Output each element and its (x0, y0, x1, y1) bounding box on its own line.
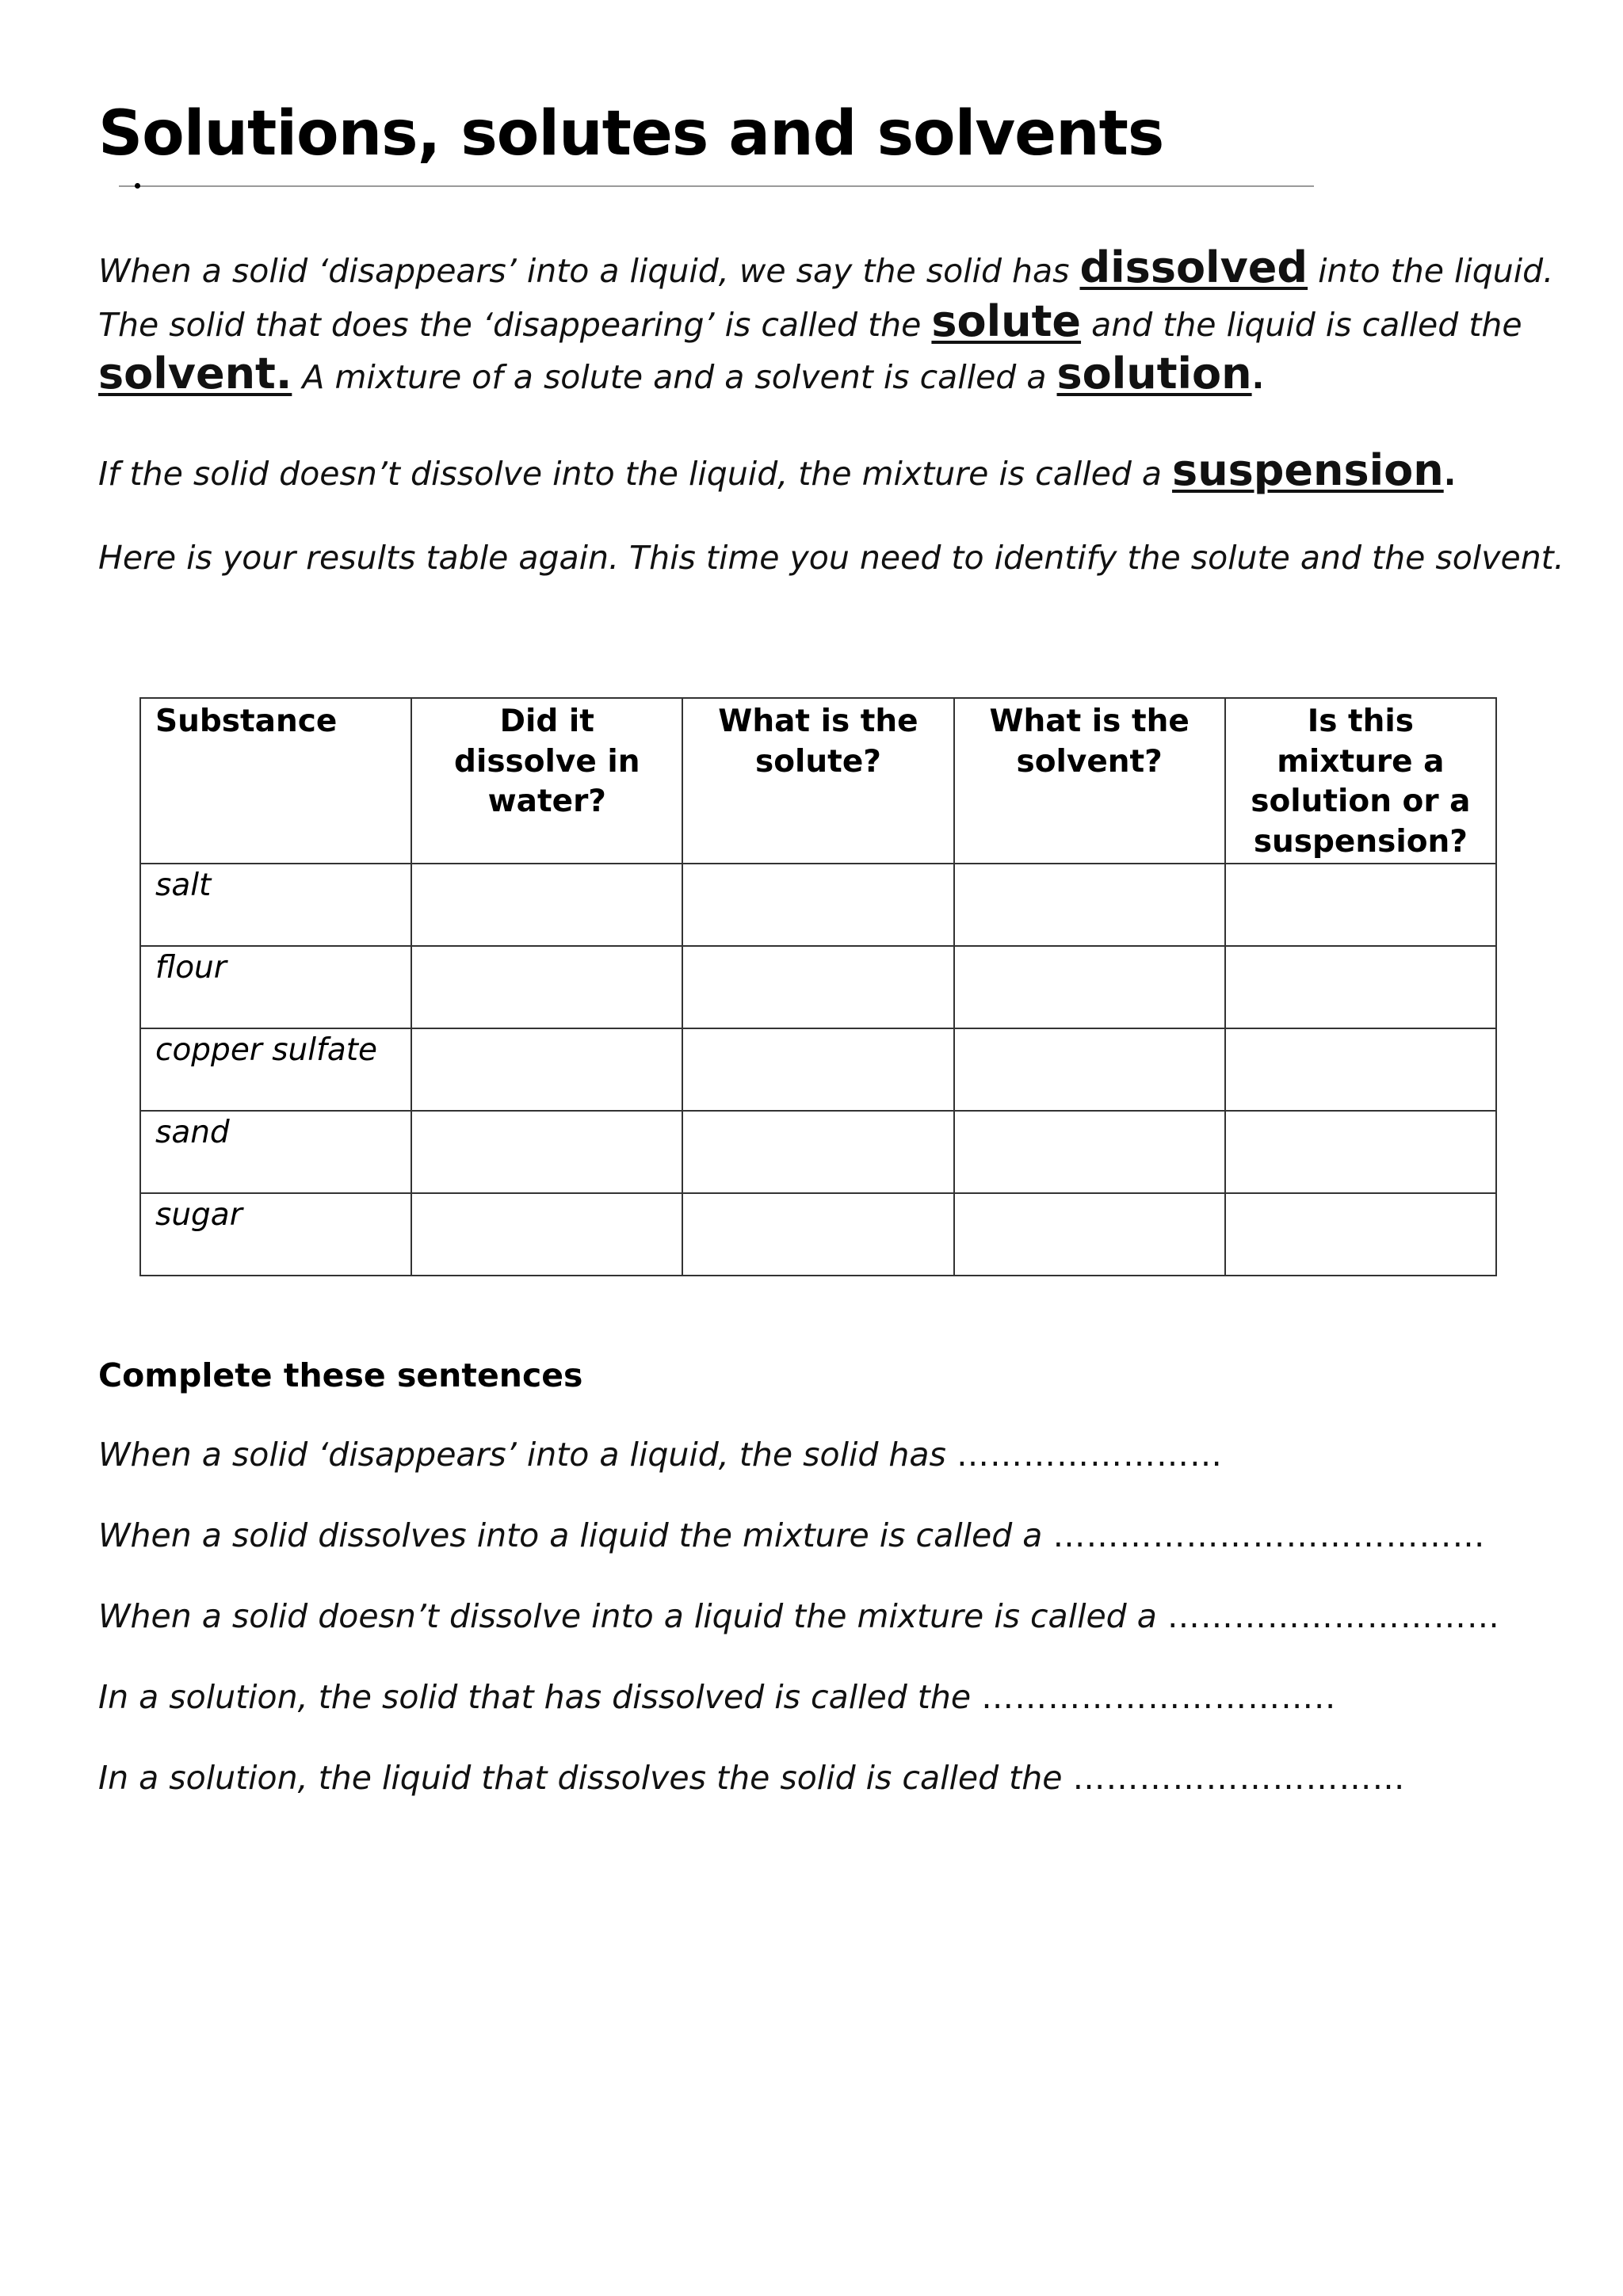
answer-cell[interactable] (682, 864, 953, 946)
answer-cell[interactable] (411, 864, 682, 946)
intro-text: . (1251, 358, 1265, 396)
keyword-solute: solute (931, 296, 1082, 346)
sentence-text: When a solid ‘disappears’ into a liquid, the solid has (98, 1436, 957, 1474)
table-row (140, 1111, 1496, 1193)
answer-cell[interactable] (1225, 864, 1496, 946)
answer-cell[interactable] (682, 1028, 953, 1111)
answer-cell[interactable] (411, 1111, 682, 1193)
answer-cell[interactable] (954, 1111, 1225, 1193)
page-title: Solutions, solutes and solvents (98, 98, 1164, 170)
table-row (140, 1193, 1496, 1276)
suspension-line (98, 445, 1456, 495)
intro-text: . (1443, 455, 1457, 493)
keyword-solution: solution (1056, 349, 1252, 399)
keyword-suspension: suspension (1172, 445, 1444, 495)
sentence-text: In a solution, the liquid that dissolves the solid is called the (98, 1759, 1073, 1797)
intro-line-2 (98, 296, 1522, 346)
answer-cell[interactable] (1225, 1028, 1496, 1111)
answer-blank[interactable]: …………………… (956, 1436, 1223, 1474)
intro-line-1 (98, 242, 1553, 292)
answer-cell[interactable] (682, 946, 953, 1028)
answer-cell[interactable] (954, 864, 1225, 946)
answer-cell[interactable] (954, 1193, 1225, 1276)
header-dissolved: Did it dissolve in water? (411, 698, 682, 864)
table-row (140, 1028, 1496, 1111)
answer-cell[interactable] (411, 1028, 682, 1111)
intro-text: The solid that does the ‘disappearing’ is called the (98, 306, 932, 344)
header-mixture-type: Is this mixture a solution or a suspension? (1225, 698, 1496, 864)
keyword-solvent: solvent. (98, 349, 292, 399)
answer-cell[interactable] (954, 1028, 1225, 1111)
table-row (140, 946, 1496, 1028)
answer-cell[interactable] (1225, 1111, 1496, 1193)
substance-name: copper sulfate (140, 1028, 411, 1111)
section-heading: Complete these sentences (98, 1356, 583, 1394)
sentence-1 (98, 1436, 1223, 1474)
sentence-2 (98, 1516, 1485, 1554)
substance-name: sand (140, 1111, 411, 1193)
answer-cell[interactable] (682, 1193, 953, 1276)
answer-cell[interactable] (954, 946, 1225, 1028)
header-substance: Substance (140, 698, 411, 864)
sentence-text: When a solid doesn’t dissolve into a liquid the mixture is called a (98, 1597, 1167, 1635)
substance-name: flour (140, 946, 411, 1028)
intro-text: When a solid ‘disappears’ into a liquid, we say the solid has (98, 252, 1080, 290)
table-intro: Here is your results table again. This time you need to identify the solute and the solvent. (98, 539, 1564, 577)
answer-cell[interactable] (411, 1193, 682, 1276)
answer-blank[interactable]: ………………………… (1072, 1759, 1406, 1797)
title-divider (119, 185, 1314, 187)
sentence-text: When a solid dissolves into a liquid the mixture is called a (98, 1516, 1053, 1554)
answer-cell[interactable] (682, 1111, 953, 1193)
answer-cell[interactable] (1225, 946, 1496, 1028)
substance-name: salt (140, 864, 411, 946)
intro-text: A mixture of a solute and a solvent is called a (292, 358, 1057, 396)
table-row (140, 864, 1496, 946)
substance-name: sugar (140, 1193, 411, 1276)
intro-text: If the solid doesn’t dissolve into the liquid, the mixture is called a (98, 455, 1173, 493)
answer-cell[interactable] (1225, 1193, 1496, 1276)
table-header-row (140, 698, 1496, 864)
intro-text: and the liquid is called the (1081, 306, 1522, 344)
intro-text: into the liquid. (1308, 252, 1554, 290)
sentence-4 (98, 1678, 1336, 1716)
answer-blank[interactable]: ………………………………… (1052, 1516, 1486, 1554)
sentence-5 (98, 1759, 1405, 1797)
header-solvent: What is the solvent? (954, 698, 1225, 864)
answer-blank[interactable]: ………………………… (1167, 1597, 1500, 1635)
sentence-text: In a solution, the solid that has dissolved is called the (98, 1678, 982, 1716)
answer-blank[interactable]: ………………………….. (981, 1678, 1337, 1716)
intro-line-3 (98, 349, 1264, 399)
divider-dot (135, 183, 140, 189)
header-solute: What is the solute? (682, 698, 953, 864)
keyword-dissolved: dissolved (1079, 242, 1308, 292)
answer-cell[interactable] (411, 946, 682, 1028)
results-table (139, 697, 1497, 1276)
sentence-3 (98, 1597, 1500, 1635)
